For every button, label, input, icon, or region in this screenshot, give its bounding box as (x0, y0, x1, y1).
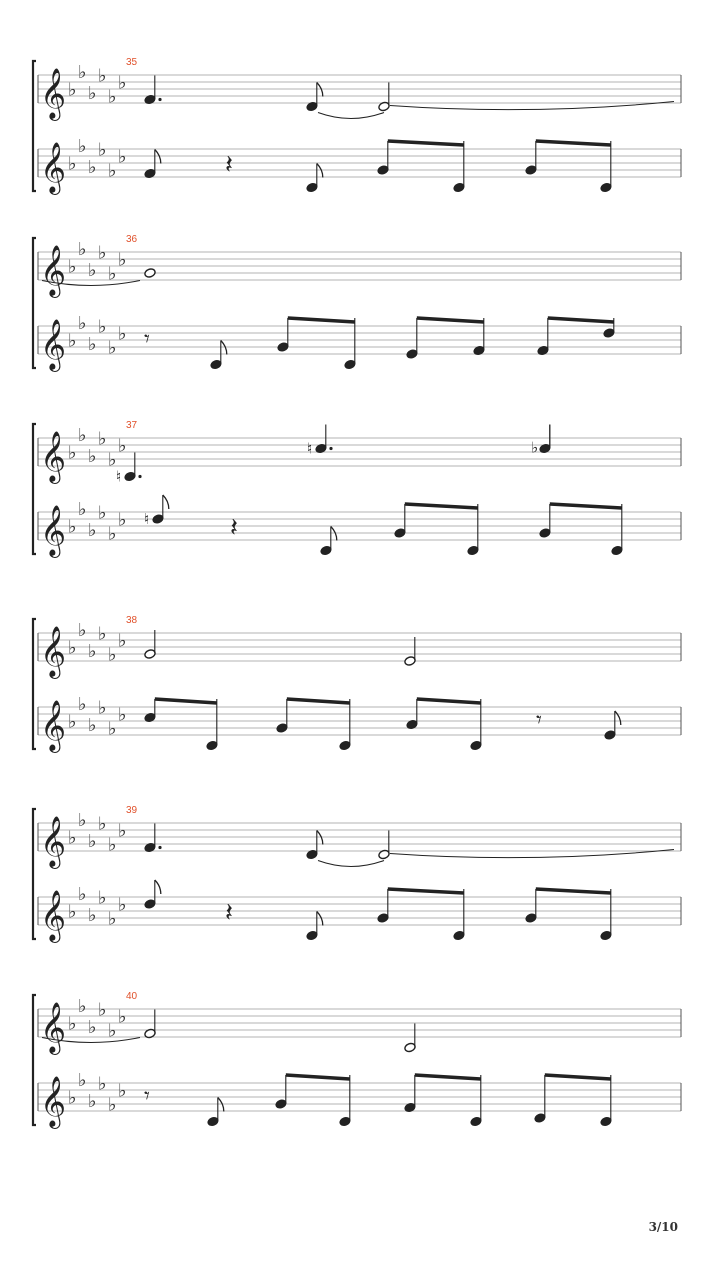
flat-icon: ♭ (118, 72, 127, 94)
flat-icon: ♭ (98, 139, 107, 161)
flat-icon: ♭ (78, 693, 87, 715)
note-flag (317, 83, 323, 97)
flat-icon: ♭ (68, 827, 77, 849)
flat-icon: ♭ (78, 619, 87, 641)
flat-icon: ♭ (98, 697, 107, 719)
tie (318, 861, 384, 867)
flat-icon: ♭ (108, 1020, 117, 1042)
flat-icon: ♭ (68, 153, 77, 175)
flat-icon: ♭ (88, 1016, 97, 1038)
flat-icon: ♭ (98, 316, 107, 338)
flat-icon: ♭ (118, 630, 127, 652)
flat-icon: ♭ (78, 995, 87, 1017)
beam (388, 141, 464, 145)
note-flag (317, 831, 323, 845)
system-bracket (33, 61, 36, 191)
note-flag (331, 527, 337, 541)
system (33, 420, 681, 558)
flat-icon: ♭ (68, 637, 77, 659)
flat-icon: ♭ (118, 435, 127, 457)
note-flag (317, 164, 323, 178)
flat-icon: ♭ (78, 238, 87, 260)
flat-icon: ♭ (88, 445, 97, 467)
flat-icon: ♭ (531, 438, 539, 457)
measure-number: 36 (126, 234, 138, 245)
eighth-rest-icon: 𝄾 (144, 327, 150, 352)
flat-icon: ♭ (68, 442, 77, 464)
treble-clef-icon: 𝄞 (40, 890, 67, 941)
flat-icon: ♭ (88, 714, 97, 736)
measure-number: 40 (126, 991, 138, 1002)
flat-icon: ♭ (98, 887, 107, 909)
quarter-rest-icon: 𝄽 (230, 513, 238, 543)
measure-number: 38 (126, 615, 138, 626)
treble-clef-icon: 𝄞 (40, 68, 67, 119)
flat-icon: ♭ (68, 901, 77, 923)
eighth-rest-icon: 𝄾 (144, 1084, 150, 1109)
flat-icon: ♭ (108, 160, 117, 182)
flat-icon: ♭ (88, 1090, 97, 1112)
beam (536, 889, 611, 893)
note-flag (155, 150, 161, 164)
flat-icon: ♭ (118, 1006, 127, 1028)
system-bracket (33, 424, 36, 554)
beam (417, 318, 484, 322)
flat-icon: ♭ (108, 449, 117, 471)
flat-icon: ♭ (68, 1087, 77, 1109)
flat-icon: ♭ (108, 834, 117, 856)
natural-icon: ♮ (144, 510, 150, 528)
measure-number: 39 (126, 805, 138, 816)
beam (286, 1075, 350, 1079)
flat-icon: ♭ (88, 82, 97, 104)
measure-number: 37 (126, 420, 138, 431)
dot (329, 447, 332, 450)
note-flag (155, 880, 161, 894)
quarter-rest-icon: 𝄽 (225, 150, 233, 180)
flat-icon: ♭ (68, 516, 77, 538)
flat-icon: ♭ (118, 704, 127, 726)
flat-icon: ♭ (78, 883, 87, 905)
flat-icon: ♭ (78, 312, 87, 334)
flat-icon: ♭ (98, 1073, 107, 1095)
flat-icon: ♭ (118, 323, 127, 345)
flat-icon: ♭ (118, 509, 127, 531)
flat-icon: ♭ (88, 904, 97, 926)
flat-icon: ♭ (88, 640, 97, 662)
treble-clef-icon: 𝄞 (40, 1002, 67, 1053)
system (33, 57, 681, 195)
flat-icon: ♭ (98, 242, 107, 264)
note-flag (615, 711, 621, 725)
note-head (144, 268, 156, 279)
flat-icon: ♭ (98, 623, 107, 645)
system (33, 991, 681, 1129)
dot (158, 846, 161, 849)
quarter-rest-icon: 𝄽 (225, 898, 233, 928)
flat-icon: ♭ (118, 249, 127, 271)
natural-icon: ♮ (116, 467, 122, 486)
flat-icon: ♭ (78, 424, 87, 446)
beam (405, 504, 478, 508)
beam (288, 318, 355, 322)
flat-icon: ♭ (68, 79, 77, 101)
beam (287, 699, 350, 703)
treble-clef-icon: 𝄞 (40, 431, 67, 482)
treble-clef-icon: 𝄞 (40, 505, 67, 556)
flat-icon: ♭ (68, 1013, 77, 1035)
beam (417, 699, 481, 703)
system-bracket (33, 995, 36, 1125)
flat-icon: ♭ (88, 333, 97, 355)
flat-icon: ♭ (98, 428, 107, 450)
treble-clef-icon: 𝄞 (40, 1076, 67, 1127)
system-bracket (33, 238, 36, 368)
system (33, 615, 681, 753)
treble-clef-icon: 𝄞 (40, 700, 67, 751)
treble-clef-icon: 𝄞 (40, 245, 67, 296)
eighth-rest-icon: 𝄾 (536, 708, 542, 733)
flat-icon: ♭ (108, 523, 117, 545)
flat-icon: ♭ (98, 999, 107, 1021)
beam (545, 1075, 611, 1079)
flat-icon: ♭ (118, 820, 127, 842)
flat-icon: ♭ (88, 259, 97, 281)
beam (415, 1075, 481, 1079)
flat-icon: ♭ (68, 330, 77, 352)
flat-icon: ♭ (78, 135, 87, 157)
system (33, 234, 681, 372)
flat-icon: ♭ (118, 894, 127, 916)
flat-icon: ♭ (88, 830, 97, 852)
tie (318, 113, 384, 119)
flat-icon: ♭ (108, 1094, 117, 1116)
flat-icon: ♭ (118, 146, 127, 168)
beam (536, 141, 611, 145)
flat-icon: ♭ (118, 1080, 127, 1102)
note-flag (317, 912, 323, 926)
flat-icon: ♭ (98, 813, 107, 835)
flat-icon: ♭ (108, 263, 117, 285)
flat-icon: ♭ (78, 61, 87, 83)
flat-icon: ♭ (78, 498, 87, 520)
treble-clef-icon: 𝄞 (40, 142, 67, 193)
flat-icon: ♭ (88, 519, 97, 541)
beam (155, 699, 217, 703)
flat-icon: ♭ (68, 256, 77, 278)
flat-icon: ♭ (88, 156, 97, 178)
flat-icon: ♭ (98, 65, 107, 87)
beam (548, 318, 614, 322)
beam (550, 504, 622, 508)
dot (138, 475, 141, 478)
treble-clef-icon: 𝄞 (40, 626, 67, 677)
flat-icon: ♭ (108, 644, 117, 666)
natural-icon: ♮ (307, 439, 313, 458)
page-number: 3/10 (648, 1220, 678, 1234)
system-bracket (33, 619, 36, 749)
flat-icon: ♭ (98, 502, 107, 524)
measure-number: 35 (126, 57, 138, 68)
flat-icon: ♭ (108, 908, 117, 930)
dot (158, 98, 161, 101)
treble-clef-icon: 𝄞 (40, 816, 67, 867)
flat-icon: ♭ (108, 718, 117, 740)
flat-icon: ♭ (108, 337, 117, 359)
note-flag (163, 495, 169, 509)
flat-icon: ♭ (108, 86, 117, 108)
note-flag (221, 341, 227, 355)
flat-icon: ♭ (78, 1069, 87, 1091)
flat-icon: ♭ (68, 711, 77, 733)
system-bracket (33, 809, 36, 939)
treble-clef-icon: 𝄞 (40, 319, 67, 370)
beam (388, 889, 464, 893)
note-flag (218, 1098, 224, 1112)
flat-icon: ♭ (78, 809, 87, 831)
system (33, 805, 681, 943)
